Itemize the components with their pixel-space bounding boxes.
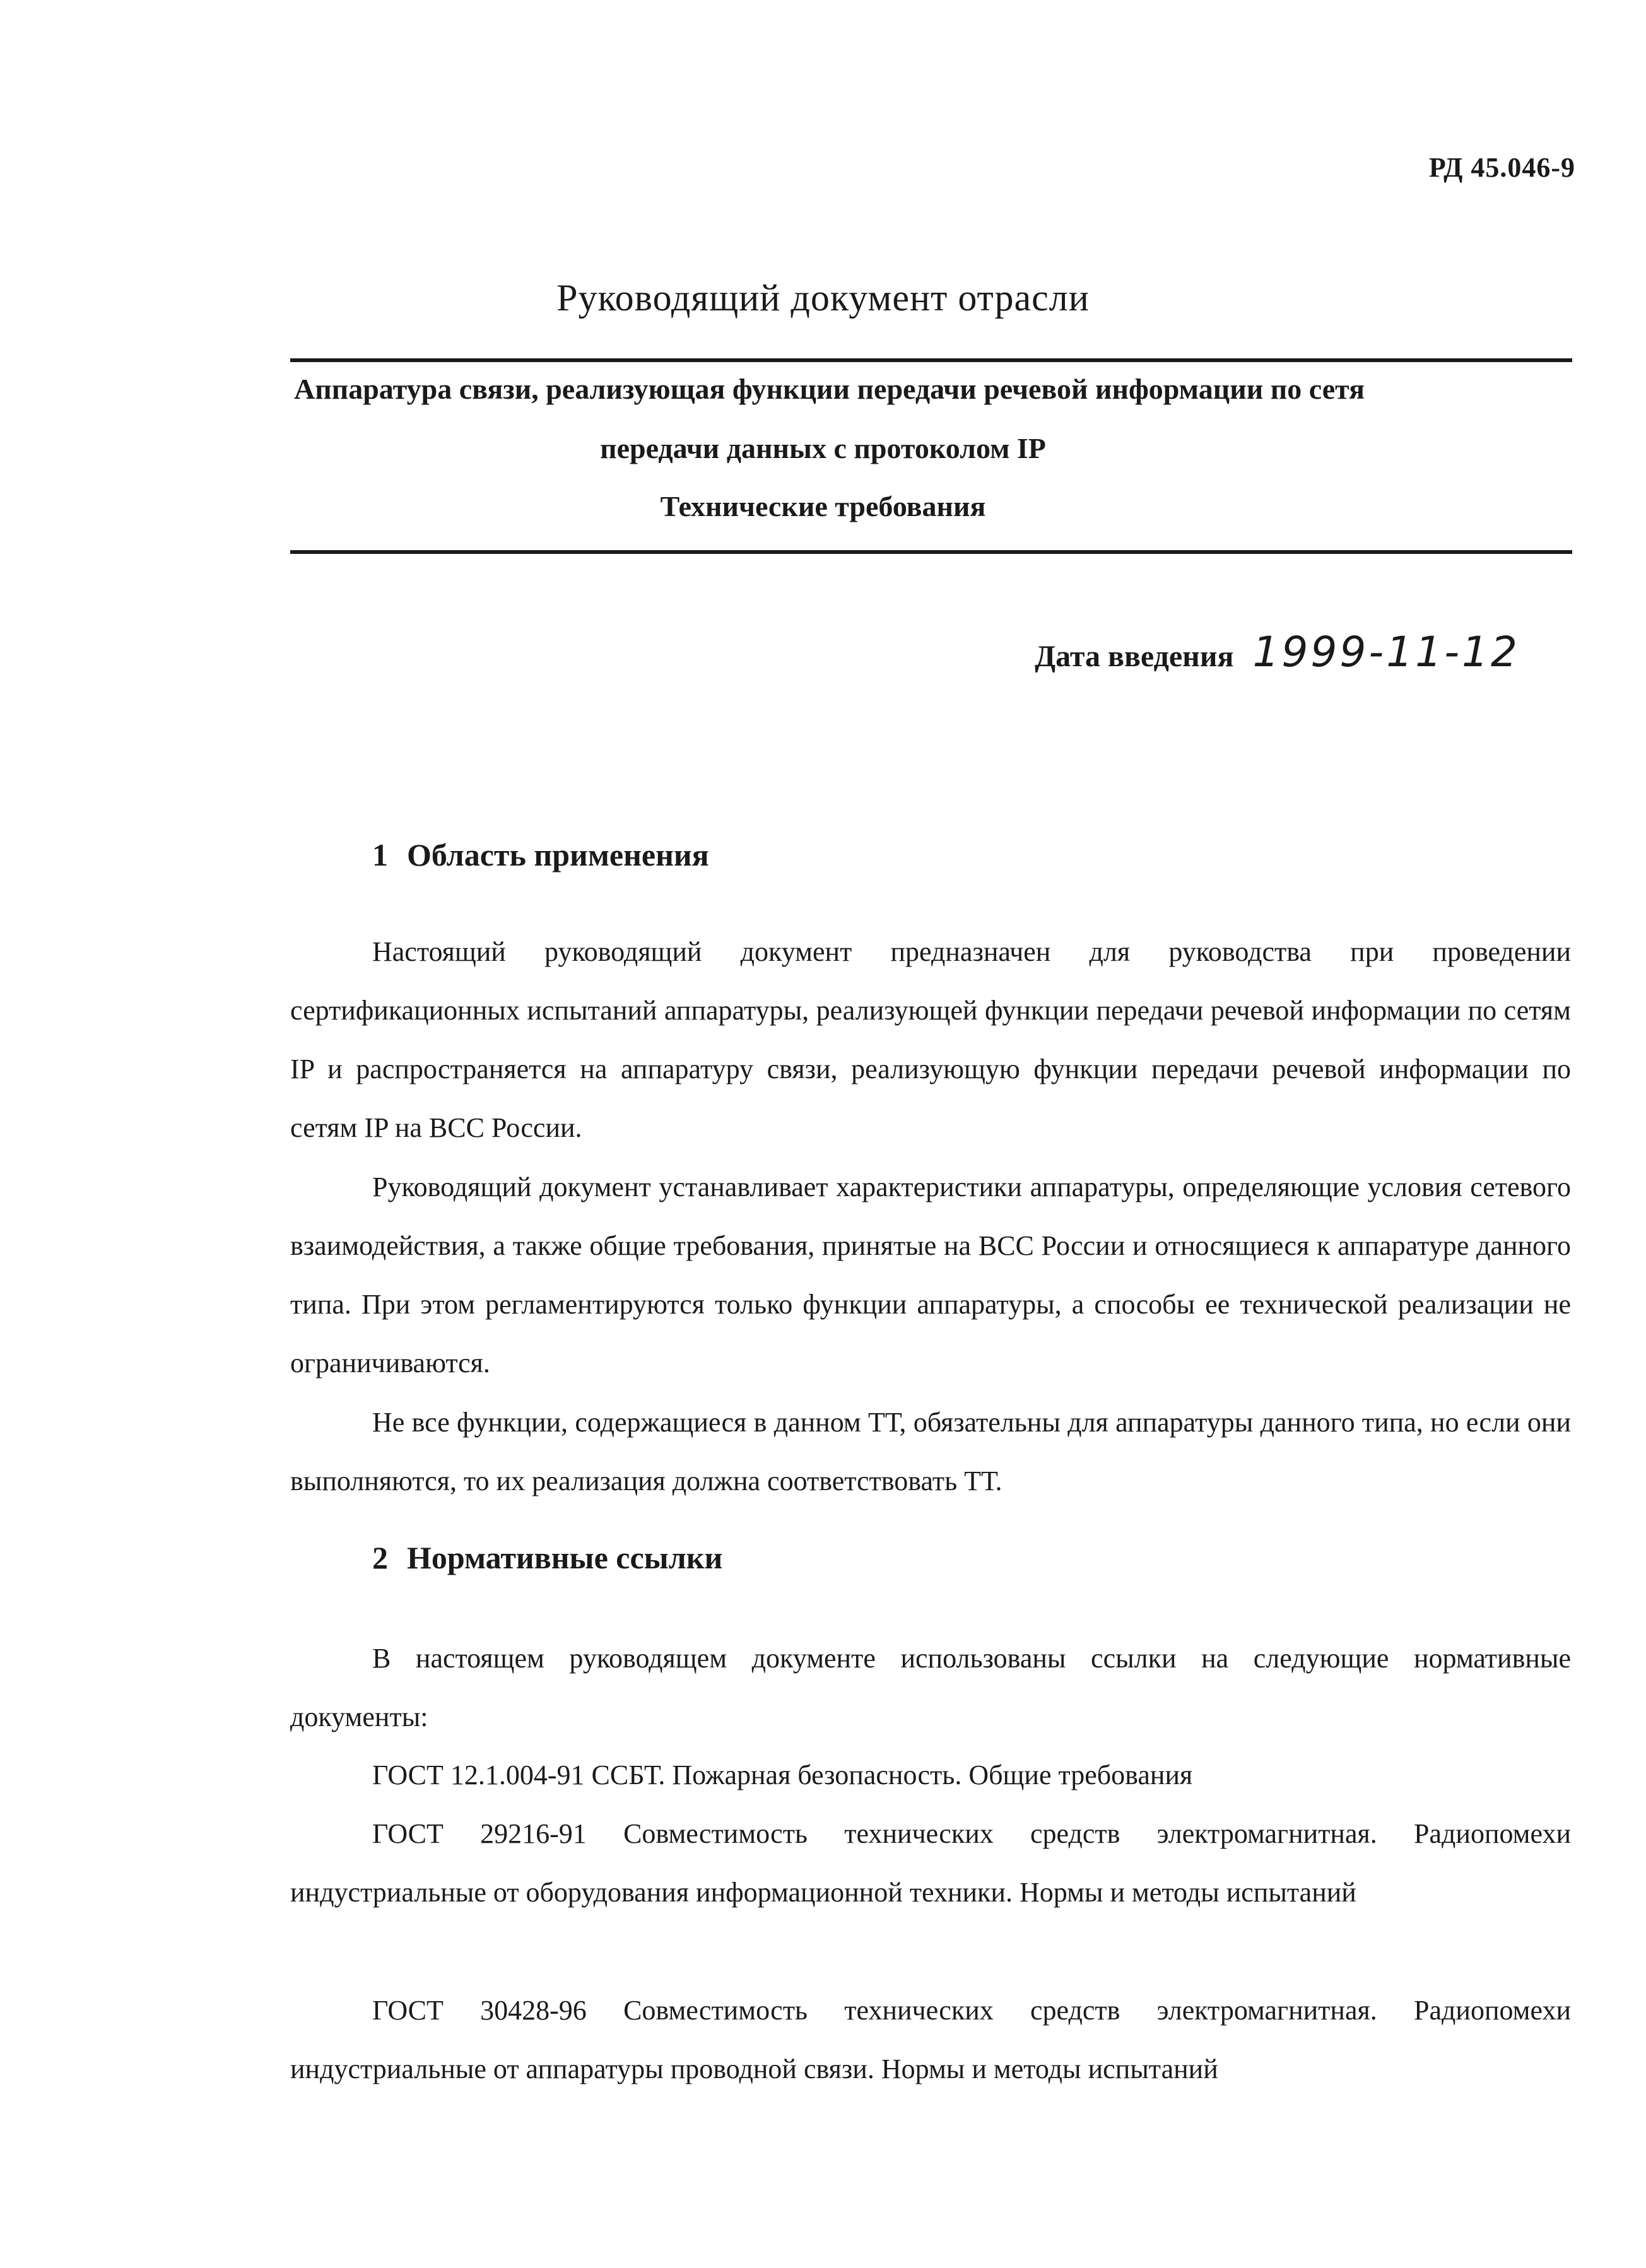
title-rule-top: [290, 358, 1572, 362]
section-2-heading: [372, 1539, 722, 1576]
introduction-date: [1035, 628, 1520, 676]
document-title-line-1: Аппаратура связи, реализующая функции передачи речевой информации по сетя: [294, 373, 1365, 405]
normative-reference-2: ГОСТ 29216-91 Совместимость технических средств электромагнитная. Радиопомехи индустриальные от оборудования информационной техники. Нормы и методы испытаний: [290, 1818, 1571, 1908]
title-rule-bottom: [290, 550, 1572, 554]
section-2-number: 2: [372, 1540, 388, 1575]
section-1-paragraph-3: Не все функции, содержащиеся в данном ТТ, обязательны для аппаратуры данного типа, но если они выполняются, то их реализация должна соответствовать ТТ.: [290, 1407, 1571, 1496]
normative-reference-3: ГОСТ 30428-96 Совместимость технических средств электромагнитная. Радиопомехи индустриальные от аппаратуры проводной связи. Нормы и методы испытаний: [290, 1995, 1571, 2084]
document-type-heading: Руководящий документ отрасли: [556, 277, 1090, 319]
normative-reference-1: ГОСТ 12.1.004-91 ССБТ. Пожарная безопасность. Общие требования: [372, 1760, 1193, 1790]
document-title-line-3: Технические требования: [660, 490, 986, 522]
section-1-paragraph-2: Руководящий документ устанавливает характеристики аппаратуры, определяющие условия сетевого взаимодействия, а также общие требования, принятые на ВСС России и относящиеся к аппаратуре данного типа. При этом регламентируются только функции аппаратуры, а способы ее технической реализации не ограничиваются.: [290, 1172, 1571, 1378]
section-1-title: Область применения: [407, 837, 709, 873]
section-2-title: Нормативные ссылки: [407, 1540, 723, 1575]
section-1-paragraph-1: Настоящий руководящий документ предназначен для руководства при проведении сертификационных испытаний аппаратуры, реализующей функции передачи речевой информации по сетям IP и распространяется на аппаратуру связи, реализующую функции передачи речевой информации по сетям IP на ВСС России.: [290, 936, 1571, 1143]
section-1-number: 1: [372, 837, 388, 873]
introduction-date-label: Дата введения: [1035, 640, 1234, 673]
document-title-line-2: передачи данных с протоколом IP: [600, 432, 1046, 464]
introduction-date-handwritten-value: 1999-11-12: [1252, 628, 1520, 676]
section-1-heading: [372, 837, 709, 873]
section-2-intro-paragraph: В настоящем руководящем документе использованы ссылки на следующие нормативные документы:: [290, 1643, 1571, 1732]
document-code: РД 45.046-9: [1428, 152, 1575, 183]
